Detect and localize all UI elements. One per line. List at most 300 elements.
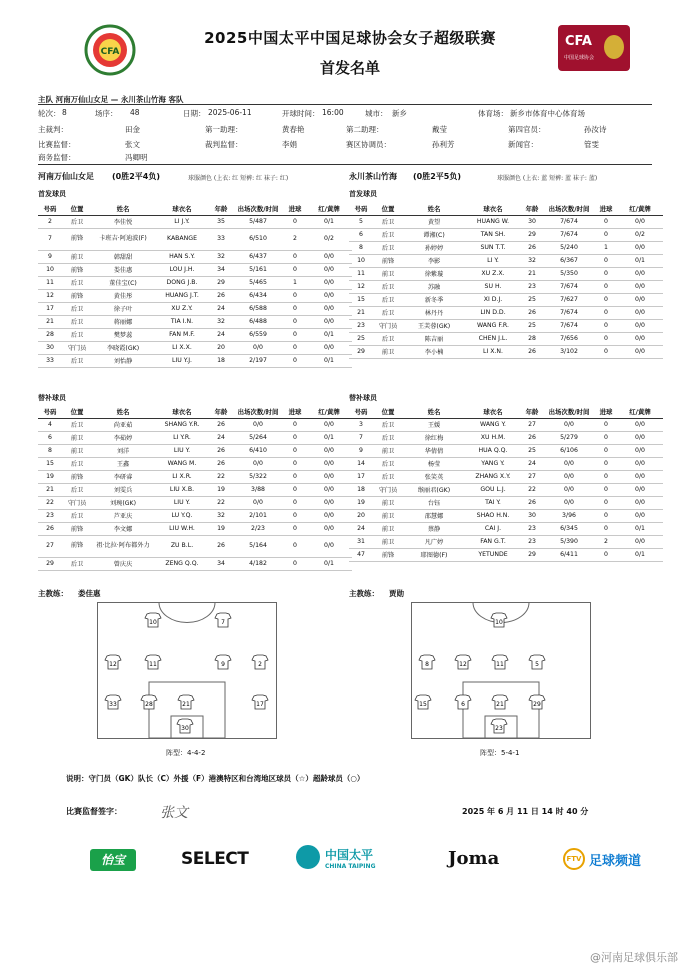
- column-header-age: 年龄: [210, 203, 232, 215]
- shirt-number: 5: [349, 215, 373, 228]
- player-name: 李佳悦: [92, 215, 154, 228]
- shirt-number: 11: [349, 267, 373, 280]
- table-row: [349, 228, 663, 241]
- position: 前卫: [373, 535, 403, 548]
- away-team-name: 永川茶山竹海: [349, 172, 397, 181]
- cards: 0/0: [617, 306, 663, 319]
- cards: 0/0: [306, 444, 352, 457]
- cards: 0/0: [617, 319, 663, 332]
- shirt-name: LI Y.R.: [154, 431, 210, 444]
- table-row: [38, 483, 352, 496]
- age: 26: [210, 418, 232, 431]
- media-label: 新闻官：: [508, 140, 538, 149]
- player-name: 刘怡静: [92, 354, 154, 367]
- appearances: 0/0: [232, 457, 284, 470]
- shirt-number: 2: [38, 215, 62, 228]
- column-header-apps: 出场次数/时间: [543, 406, 595, 418]
- appearances: 0/0: [543, 470, 595, 483]
- shirt-number: 28: [38, 328, 62, 341]
- goals: 0: [595, 319, 617, 332]
- column-header-apps: 出场次数/时间: [232, 406, 284, 418]
- appearances: 0/0: [543, 496, 595, 509]
- position: 后卫: [373, 470, 403, 483]
- home-coach-label: 主教练：: [38, 589, 68, 598]
- appearances: 6/434: [232, 289, 284, 302]
- shirt-number: 47: [349, 548, 373, 561]
- appearances: 6/437: [232, 250, 284, 263]
- away-coach-label: 主教练：: [349, 589, 379, 598]
- shirt-name: LIU X.B.: [154, 483, 210, 496]
- fourth-label: 第四官员：: [508, 125, 546, 134]
- age: 32: [210, 509, 232, 522]
- player-name: 孙婷婷: [403, 241, 465, 254]
- home-subs-heading: 替补球员: [38, 394, 66, 402]
- home-jersey-number: 12: [109, 661, 117, 668]
- shirt-number: 31: [349, 535, 373, 548]
- appearances: 0/0: [543, 457, 595, 470]
- age: 25: [521, 319, 543, 332]
- position: 前锋: [62, 263, 92, 276]
- shirt-number: 29: [349, 345, 373, 358]
- shirt-name: LU Y.Q.: [154, 509, 210, 522]
- shirt-name: CHEN J.L.: [465, 332, 521, 345]
- shirt-name: LIU Y.: [154, 496, 210, 509]
- table-row: [38, 289, 352, 302]
- ar2-value: 戴莹: [432, 125, 447, 134]
- position: 后卫: [62, 276, 92, 289]
- shirt-name: HUA Q.Q.: [465, 444, 521, 457]
- position: 后卫: [373, 332, 403, 345]
- home-team-record: (0胜2平4负): [112, 172, 161, 181]
- column-header-name: 姓名: [92, 406, 154, 418]
- age: 32: [521, 254, 543, 267]
- home-formation-pitch: [97, 602, 277, 739]
- table-row: [38, 496, 352, 509]
- home-jersey-number: 21: [182, 701, 190, 708]
- cards: 0/0: [306, 315, 352, 328]
- appearances: 6/411: [543, 548, 595, 561]
- shirt-number: 17: [38, 302, 62, 315]
- shirt-name: LIN D.D.: [465, 306, 521, 319]
- column-header-pos: 位置: [62, 406, 92, 418]
- shirt-name: TAI Y.: [465, 496, 521, 509]
- appearances: 0/0: [543, 418, 595, 431]
- age: 18: [210, 354, 232, 367]
- ar1-value: 黄春艳: [282, 125, 305, 134]
- goals: 0: [284, 483, 306, 496]
- shirt-name: LI J.Y.: [154, 215, 210, 228]
- league-badge: [558, 25, 630, 71]
- cards: 0/1: [617, 548, 663, 561]
- shirt-name: LIU Y.: [154, 444, 210, 457]
- cards: 0/0: [306, 341, 352, 354]
- table-row: [349, 293, 663, 306]
- shirt-name: LI Y.: [465, 254, 521, 267]
- shirt-number: 15: [349, 293, 373, 306]
- shirt-number: 12: [349, 280, 373, 293]
- signature-datetime: 2025 年 6 月 11 日 14 时 40 分: [462, 807, 589, 816]
- appearances: 7/627: [543, 293, 595, 306]
- cards: 0/0: [617, 457, 663, 470]
- table-row: [349, 267, 663, 280]
- age: 22: [210, 496, 232, 509]
- table-row: [38, 302, 352, 315]
- age: 29: [521, 548, 543, 561]
- cards: 0/0: [306, 522, 352, 535]
- sponsor-cbest: 怡宝: [90, 849, 136, 871]
- shirt-number: 10: [349, 254, 373, 267]
- table-row: [349, 431, 663, 444]
- goals: 0: [595, 444, 617, 457]
- home-jersey-number: 11: [149, 661, 157, 668]
- appearances: 2/197: [232, 354, 284, 367]
- table-row: [349, 215, 663, 228]
- age: 23: [521, 535, 543, 548]
- age: 30: [521, 509, 543, 522]
- player-name: 黄佳彤: [92, 289, 154, 302]
- goals: 0: [595, 470, 617, 483]
- shirt-number: 21: [38, 315, 62, 328]
- appearances: 5/322: [232, 470, 284, 483]
- goals: 0: [284, 509, 306, 522]
- shirt-name: LI X.X.: [154, 341, 210, 354]
- column-header-no: 号码: [38, 406, 62, 418]
- column-header-goals: 进球: [284, 203, 306, 215]
- shirt-name: TAN SH.: [465, 228, 521, 241]
- goals: 0: [595, 332, 617, 345]
- position: 前锋: [62, 289, 92, 302]
- home-subs-table: [38, 406, 352, 571]
- coordinator-label: 赛区协调员：: [346, 140, 391, 149]
- column-header-short: 球衣名: [465, 406, 521, 418]
- age: 33: [210, 228, 232, 250]
- table-row: [349, 345, 663, 358]
- age: 24: [210, 302, 232, 315]
- cards: 0/0: [306, 289, 352, 302]
- table-row: [349, 319, 663, 332]
- shirt-name: LIU W.H.: [154, 522, 210, 535]
- shirt-number: 3: [349, 418, 373, 431]
- column-header-name: 姓名: [403, 203, 465, 215]
- age: 35: [210, 215, 232, 228]
- age: 27: [521, 470, 543, 483]
- position: 后卫: [62, 483, 92, 496]
- table-row: [349, 241, 663, 254]
- age: 34: [210, 263, 232, 276]
- appearances: 6/588: [232, 302, 284, 315]
- legend-notes: 说明：守门员（GK）队长（C）外援（F）港澳特区和台湾地区球员（☆）超龄球员（○）: [66, 774, 365, 783]
- appearances: 3/96: [543, 509, 595, 522]
- cards: 0/0: [306, 302, 352, 315]
- home-team-name: 河南万仙山女足: [38, 172, 94, 181]
- cards: 0/1: [617, 254, 663, 267]
- shirt-name: YETUNDE: [465, 548, 521, 561]
- player-name: 李影: [403, 254, 465, 267]
- cards: 0/1: [306, 431, 352, 444]
- player-name: 缑丽君(GK): [403, 483, 465, 496]
- age: 26: [210, 535, 232, 557]
- shirt-name: SHAO H.N.: [465, 509, 521, 522]
- goals: 0: [284, 444, 306, 457]
- goals: 0: [595, 522, 617, 535]
- fourth-value: 孙汝诗: [584, 125, 607, 134]
- cards: 0/2: [306, 228, 352, 250]
- appearances: 0/0: [232, 418, 284, 431]
- age: 23: [521, 522, 543, 535]
- away-jersey-number: 12: [459, 661, 467, 668]
- shirt-number: 14: [349, 457, 373, 470]
- goals: 0: [595, 496, 617, 509]
- column-header-goals: 进球: [595, 203, 617, 215]
- table-row: [349, 548, 663, 561]
- shirt-name: LOU J.H.: [154, 263, 210, 276]
- sponsor-china-taiping-en: CHINA TAIPING: [325, 863, 376, 870]
- column-header-goals: 进球: [595, 406, 617, 418]
- away-jersey-number: 23: [495, 725, 503, 732]
- goals: 0: [595, 228, 617, 241]
- shirt-name: WANG F.R.: [465, 319, 521, 332]
- appearances: 7/674: [543, 228, 595, 241]
- cards: 0/0: [306, 509, 352, 522]
- cards: 0/0: [617, 267, 663, 280]
- shirt-number: 11: [38, 276, 62, 289]
- svg-text:CFA: CFA: [100, 47, 120, 57]
- goals: 2: [284, 228, 306, 250]
- position: 后卫: [62, 557, 92, 570]
- age: 26: [210, 444, 232, 457]
- shirt-number: 23: [38, 509, 62, 522]
- goals: 0: [595, 483, 617, 496]
- goals: 0: [284, 418, 306, 431]
- appearances: 2/23: [232, 522, 284, 535]
- player-name: 蔡静: [403, 522, 465, 535]
- age: 30: [521, 215, 543, 228]
- table-row: [349, 418, 663, 431]
- shirt-number: 25: [349, 332, 373, 345]
- appearances: 6/345: [543, 522, 595, 535]
- appearances: 7/674: [543, 319, 595, 332]
- goals: 0: [284, 315, 306, 328]
- player-name: 娄佳惠: [92, 263, 154, 276]
- cards: 0/0: [617, 444, 663, 457]
- table-row: [349, 509, 663, 522]
- position: 后卫: [373, 457, 403, 470]
- table-row: [349, 535, 663, 548]
- shirt-number: 6: [349, 228, 373, 241]
- round-label: 轮次：: [38, 109, 61, 118]
- away-jersey-number: 8: [425, 661, 429, 668]
- position: 后卫: [62, 509, 92, 522]
- column-header-goals: 进球: [284, 406, 306, 418]
- away-kit-colors: 球服颜色 (上衣: 蓝 短裤: 蓝 袜子: 蓝): [497, 175, 598, 182]
- column-header-cards: 红/黄牌: [306, 203, 352, 215]
- away-jersey-number: 11: [496, 661, 504, 668]
- appearances: 7/674: [543, 306, 595, 319]
- signature-label: 比赛监督签字：: [66, 807, 122, 816]
- table-row: [38, 470, 352, 483]
- stadium-value: 新乡市体育中心体育场: [510, 109, 585, 118]
- column-header-cards: 红/黄牌: [617, 203, 663, 215]
- position: 后卫: [62, 457, 92, 470]
- player-name: 王媛: [403, 418, 465, 431]
- age: 27: [521, 418, 543, 431]
- player-name: 卡班吉·阿迪波(F): [92, 228, 154, 250]
- column-header-short: 球衣名: [154, 406, 210, 418]
- goals: 0: [595, 267, 617, 280]
- table-row: [38, 522, 352, 535]
- shirt-name: SHANG Y.R.: [154, 418, 210, 431]
- goals: 0: [595, 215, 617, 228]
- page-title: 2025中国太平中国足球协会女子超级联赛: [204, 29, 496, 47]
- goals: 0: [284, 496, 306, 509]
- age: 26: [521, 431, 543, 444]
- position: 后卫: [373, 418, 403, 431]
- away-formation-label: 阵型：5-4-1: [480, 749, 520, 757]
- age: 26: [210, 457, 232, 470]
- ar2-label: 第二助理：: [346, 125, 384, 134]
- shirt-number: 4: [38, 418, 62, 431]
- column-header-age: 年龄: [210, 406, 232, 418]
- age: 28: [521, 332, 543, 345]
- position: 前卫: [62, 431, 92, 444]
- age: 26: [210, 289, 232, 302]
- table-row: [38, 431, 352, 444]
- shirt-name: HUANG J.T.: [154, 289, 210, 302]
- shirt-name: LI X.N.: [465, 345, 521, 358]
- player-name: 刘琬(GK): [92, 496, 154, 509]
- position: 后卫: [62, 328, 92, 341]
- shirt-number: 17: [349, 470, 373, 483]
- goals: 0: [284, 470, 306, 483]
- position: 后卫: [373, 306, 403, 319]
- away-jersey-number: 6: [461, 701, 465, 708]
- column-header-age: 年龄: [521, 203, 543, 215]
- goals: 0: [284, 215, 306, 228]
- cards: 0/0: [617, 332, 663, 345]
- table-row: [38, 315, 352, 328]
- column-header-cards: 红/黄牌: [306, 406, 352, 418]
- date-value: 2025-06-11: [208, 108, 252, 117]
- position: 前锋: [62, 522, 92, 535]
- cards: 0/0: [617, 496, 663, 509]
- position: 前卫: [373, 267, 403, 280]
- table-row: [38, 341, 352, 354]
- position: 前锋: [62, 535, 92, 557]
- cards: 0/0: [306, 250, 352, 263]
- age: 24: [210, 431, 232, 444]
- goals: 0: [284, 457, 306, 470]
- ref-assessor-value: 李娟: [282, 140, 297, 149]
- position: 守门员: [373, 483, 403, 496]
- shirt-number: 23: [349, 319, 373, 332]
- shirt-name: ZHANG X.Y.: [465, 470, 521, 483]
- goals: 0: [595, 254, 617, 267]
- shirt-number: 7: [38, 228, 62, 250]
- home-jersey-number: 9: [221, 661, 225, 668]
- player-name: 林丹丹: [403, 306, 465, 319]
- cards: 0/1: [617, 522, 663, 535]
- player-name: 祖·比拉·阿布都外力: [92, 535, 154, 557]
- home-kit-colors: 球服颜色 (上衣: 红 短裤: 红 袜子: 红): [188, 175, 289, 182]
- home-starters-table: [38, 203, 352, 368]
- table-row: [38, 263, 352, 276]
- position: 后卫: [62, 354, 92, 367]
- shirt-number: 19: [349, 496, 373, 509]
- column-header-apps: 出场次数/时间: [543, 203, 595, 215]
- shirt-name: ZU B.L.: [154, 535, 210, 557]
- cards: 0/0: [306, 483, 352, 496]
- home-jersey-number: 28: [145, 701, 153, 708]
- shirt-number: 7: [349, 431, 373, 444]
- shirt-number: 9: [349, 444, 373, 457]
- position: 前卫: [373, 509, 403, 522]
- player-name: 凡广婷: [403, 535, 465, 548]
- media-value: 管雯: [584, 140, 599, 149]
- table-row: [349, 457, 663, 470]
- shirt-name: DONG J.B.: [154, 276, 210, 289]
- sponsor-ftv-icon: FTV: [563, 848, 585, 870]
- table-row: [349, 522, 663, 535]
- home-jersey-number: 2: [258, 661, 262, 668]
- commissioner-label: 比赛监督：: [38, 140, 76, 149]
- player-name: 苏融: [403, 280, 465, 293]
- goals: 0: [284, 289, 306, 302]
- goals: 0: [595, 293, 617, 306]
- appearances: 6/410: [232, 444, 284, 457]
- match-no-label: 场序：: [95, 109, 118, 118]
- player-name: 芦亚庆: [92, 509, 154, 522]
- position: 后卫: [373, 215, 403, 228]
- cards: 0/0: [617, 293, 663, 306]
- age: 26: [521, 345, 543, 358]
- position: 前卫: [373, 522, 403, 535]
- sponsor-joma: Joma: [448, 848, 500, 869]
- goals: 0: [595, 306, 617, 319]
- shirt-name: LIU Y.J.: [154, 354, 210, 367]
- goals: 0: [284, 557, 306, 570]
- away-starters-heading: 首发球员: [349, 190, 377, 198]
- watermark: @河南足球俱乐部: [590, 951, 678, 964]
- cards: 0/0: [306, 418, 352, 431]
- teams-line: 主队 河南万仙山女足 — 永川茶山竹海 客队: [38, 95, 184, 104]
- business-value: 冯卿明: [125, 153, 148, 162]
- table-row: [38, 328, 352, 341]
- position: 守门员: [373, 319, 403, 332]
- shirt-number: 15: [38, 457, 62, 470]
- appearances: 4/182: [232, 557, 284, 570]
- business-label: 商务监督：: [38, 153, 76, 162]
- player-name: 刘洋: [92, 444, 154, 457]
- goals: 0: [284, 522, 306, 535]
- shirt-number: 33: [38, 354, 62, 367]
- shirt-name: HAN S.Y.: [154, 250, 210, 263]
- away-formation-pitch: [411, 602, 591, 739]
- age: 29: [521, 228, 543, 241]
- position: 守门员: [62, 341, 92, 354]
- goals: 0: [595, 457, 617, 470]
- page-subtitle: 首发名单: [319, 59, 380, 77]
- table-row: [38, 457, 352, 470]
- column-header-no: 号码: [38, 203, 62, 215]
- goals: 2: [595, 535, 617, 548]
- cfa-emblem: [84, 24, 136, 76]
- commissioner-value: 张文: [125, 140, 140, 149]
- shirt-number: 21: [349, 306, 373, 319]
- appearances: 6/106: [543, 444, 595, 457]
- age: 32: [210, 250, 232, 263]
- cards: 0/1: [306, 354, 352, 367]
- kickoff-value: 16:00: [322, 108, 344, 117]
